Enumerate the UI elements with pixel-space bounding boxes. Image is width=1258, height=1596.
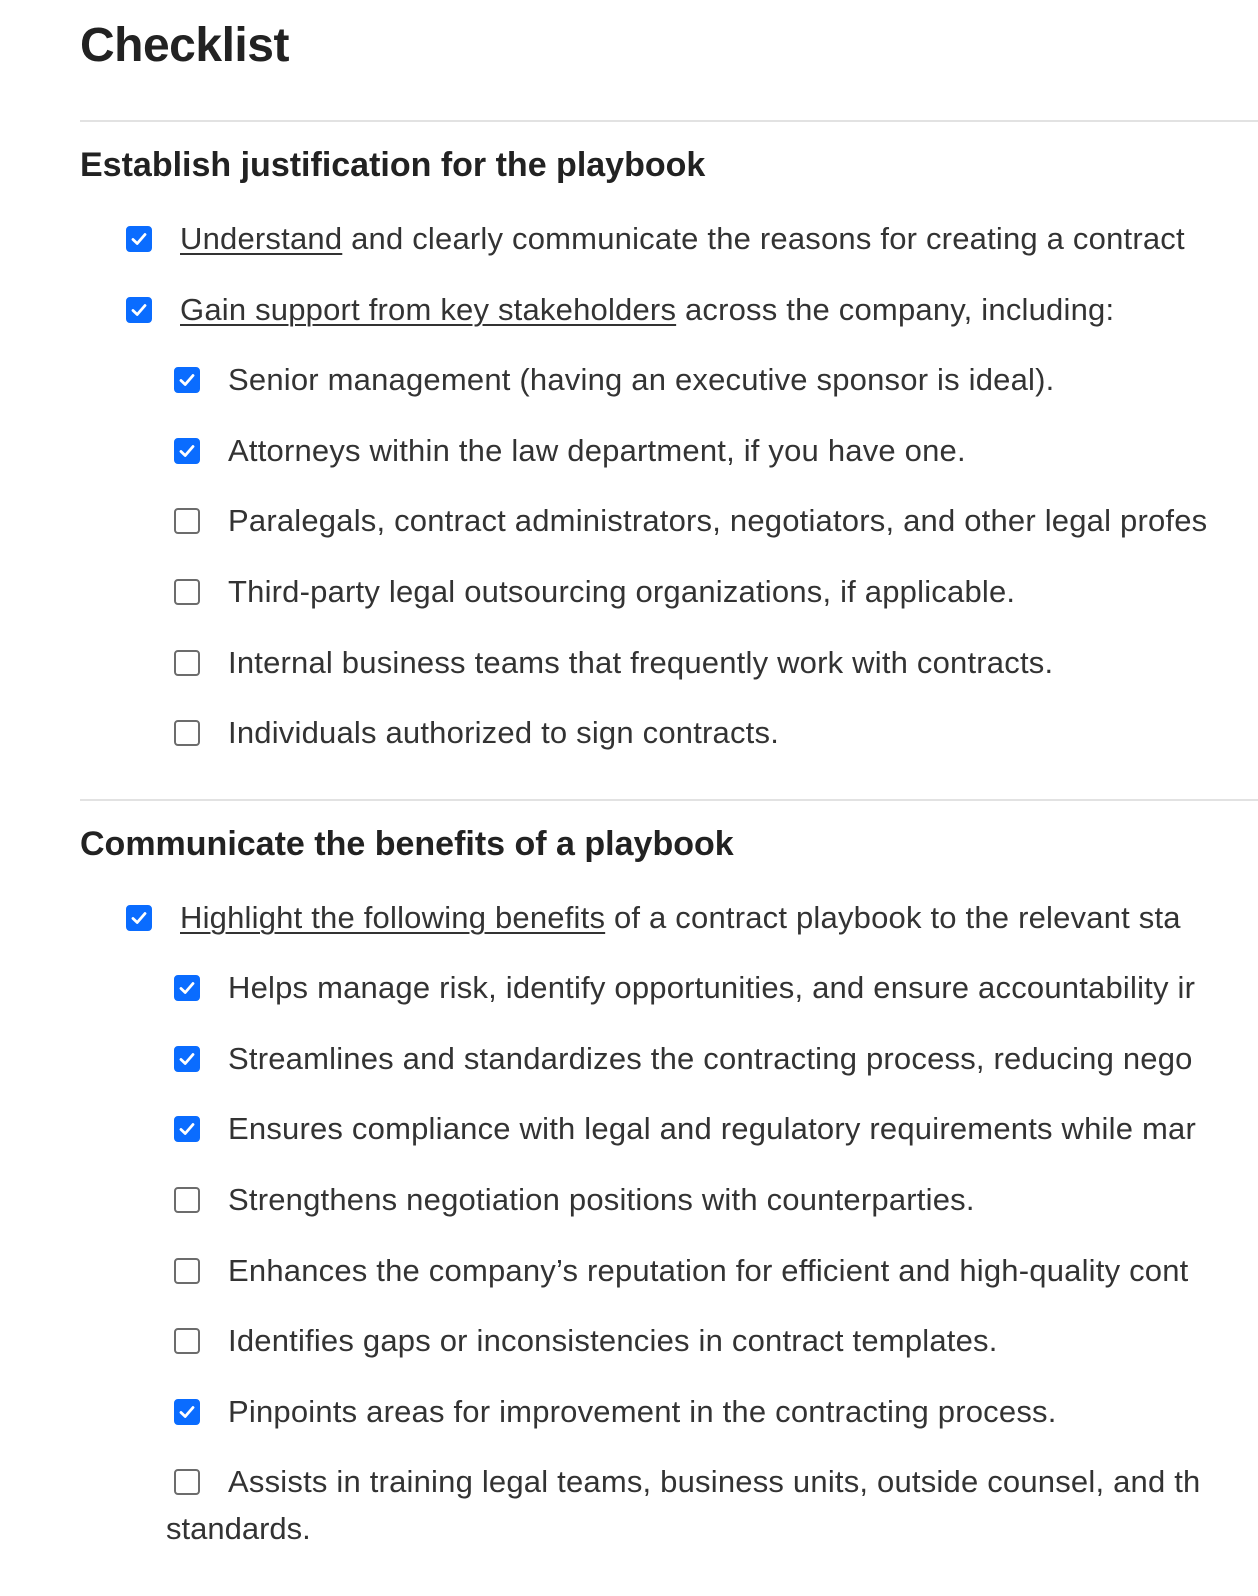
checkbox[interactable] [126, 905, 152, 931]
checklist-item [126, 288, 1114, 332]
checkbox[interactable] [174, 1399, 200, 1425]
checkbox[interactable] [126, 226, 152, 252]
item-text-rest: of a contract playbook to the relevant sta [605, 900, 1181, 935]
item-text [180, 900, 1181, 936]
subitem-text-continuation: standards. [166, 1511, 311, 1546]
checkbox[interactable] [174, 438, 200, 464]
checklist-subitem [174, 1107, 1196, 1151]
subitem-text: Ensures compliance with legal and regulatory requirements while mar [228, 1111, 1196, 1146]
checkbox[interactable] [174, 1258, 200, 1284]
gain-support-link[interactable]: Gain support from key stakeholders [180, 292, 677, 327]
subitem-text: Senior management (having an executive sponsor is ideal). [228, 362, 1055, 397]
subitem-text: Pinpoints areas for improvement in the contracting process. [228, 1394, 1057, 1429]
checkbox[interactable] [174, 1328, 200, 1354]
checklist-subitem [174, 1178, 975, 1222]
checkbox[interactable] [174, 1046, 200, 1072]
subitem-text: Third-party legal outsourcing organizations, if applicable. [228, 574, 1016, 609]
item-text-rest: across the company, including: [676, 292, 1115, 327]
subitem-text: Identifies gaps or inconsistencies in contract templates. [228, 1323, 998, 1358]
checkbox[interactable] [174, 720, 200, 746]
checklist-page [80, 0, 1258, 1596]
subitem-text: Strengthens negotiation positions with counterparties. [228, 1182, 975, 1217]
checklist-subitem [174, 966, 1195, 1010]
item-text-rest: and clearly communicate the reasons for creating a contract [342, 221, 1185, 256]
checklist-subitem [174, 1319, 998, 1363]
subitem-text: Paralegals, contract administrators, negotiators, and other legal profes [228, 503, 1208, 538]
checklist-subitem [174, 1460, 1200, 1504]
item-text [180, 292, 1114, 328]
checkbox[interactable] [174, 650, 200, 676]
checklist-subitem [174, 429, 966, 473]
subitem-text: Helps manage risk, identify opportunities, and ensure accountability ir [228, 970, 1196, 1005]
checklist-subitem [174, 1249, 1188, 1293]
page-title: Checklist [80, 19, 289, 72]
checkbox[interactable] [174, 508, 200, 534]
checkbox[interactable] [174, 1116, 200, 1142]
understand-link[interactable]: Understand [180, 221, 343, 256]
subitem-text: Attorneys within the law department, if you have one. [228, 433, 966, 468]
subitem-text: Internal business teams that frequently work with contracts. [228, 645, 1054, 680]
section-title-justification: Establish justification for the playbook [80, 146, 706, 184]
checklist-subitem [174, 641, 1053, 685]
section-title-benefits: Communicate the benefits of a playbook [80, 825, 734, 863]
checkbox[interactable] [174, 367, 200, 393]
checkbox[interactable] [174, 1469, 200, 1495]
divider [80, 799, 1258, 801]
subitem-text: Assists in training legal teams, business units, outside counsel, and th [228, 1464, 1201, 1499]
checkbox[interactable] [174, 579, 200, 605]
subitem-text: Streamlines and standardizes the contracting process, reducing nego [228, 1041, 1193, 1076]
highlight-benefits-link[interactable]: Highlight the following benefits [180, 900, 606, 935]
checkbox[interactable] [126, 297, 152, 323]
checklist-subitem [174, 1037, 1193, 1081]
checkbox[interactable] [174, 975, 200, 1001]
checklist-subitem [174, 711, 779, 755]
subitem-text: Individuals authorized to sign contracts. [228, 715, 780, 750]
checklist-subitem [174, 499, 1207, 543]
divider [80, 120, 1258, 122]
checklist-subitem [174, 358, 1054, 402]
checklist-subitem [174, 1390, 1057, 1434]
checklist-item [126, 896, 1181, 940]
checkbox[interactable] [174, 1187, 200, 1213]
item-text [180, 221, 1185, 257]
subitem-text: Enhances the company’s reputation for efficient and high-quality cont [228, 1253, 1189, 1288]
checklist-item [126, 217, 1185, 261]
checklist-subitem [174, 570, 1015, 614]
